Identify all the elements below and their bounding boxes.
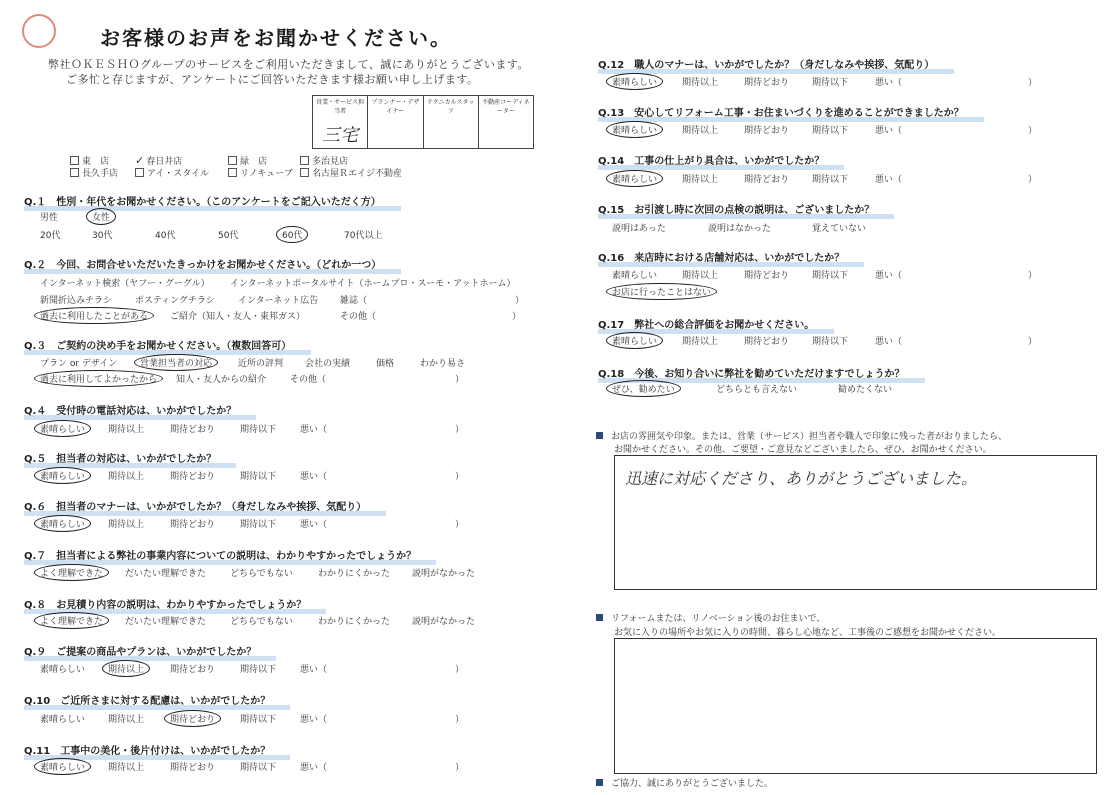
- q14-bad-close: ）: [1028, 175, 1038, 185]
- intro-line-1: 弊社ＯＫＥＳＨＯグループのサービスをご利用いただきまして、誠にありがとうございます。: [48, 58, 530, 71]
- q16-bad-close: ）: [1028, 271, 1038, 281]
- bullet-icon: [596, 779, 603, 786]
- q12-bad-close: ）: [1028, 78, 1038, 88]
- q10-bad-close: ）: [455, 715, 465, 725]
- q10-option-bad[interactable]: 悪い（: [300, 715, 328, 725]
- q10-label: Q.10 ご近所さまに対する配慮は、いかがでしたか？: [24, 692, 270, 707]
- q2-option-other[interactable]: その他（: [340, 312, 377, 322]
- closing-message: ご協力、誠にありがとうございました。: [596, 776, 773, 789]
- q18-label: Q.18 今後、お知り合いに弊社を勧めていただけますでしょうか？: [598, 365, 905, 380]
- q13-option-below[interactable]: 期待以下: [812, 126, 849, 136]
- q6-option-below[interactable]: 期待以下: [240, 520, 277, 530]
- q14-option-bad[interactable]: 悪い（: [875, 175, 903, 185]
- q7-option-neutral[interactable]: どちらでもない: [230, 569, 293, 579]
- q11-bad-close: ）: [455, 763, 465, 773]
- q12-option-as-expected[interactable]: 期待どおり: [744, 78, 790, 88]
- q14-option-below[interactable]: 期待以下: [812, 175, 849, 185]
- q1-gender-male[interactable]: 男性: [40, 213, 59, 223]
- q7-option-understood[interactable]: よく理解できた: [34, 564, 109, 581]
- q4-bad-close: ）: [455, 425, 465, 435]
- q1-age-30[interactable]: 30代: [92, 231, 113, 241]
- q11-label: Q.11 工事中の美化・後片付けは、いかがでしたか？: [24, 742, 270, 757]
- q17-option-above[interactable]: 期待以上: [682, 337, 719, 347]
- q8-option-mostly[interactable]: だいたい理解できた: [125, 617, 207, 627]
- q3-option-clarity[interactable]: わかり易さ: [420, 359, 466, 369]
- q11-option-as-expected[interactable]: 期待どおり: [170, 763, 216, 773]
- q1-label: Q.１ 性別・年代をお聞かせください。（このアンケートをご記入いただく方）: [24, 193, 381, 208]
- q13-label: Q.13 安心してリフォーム工事・お住まいづくりを進めることができましたか？: [598, 104, 964, 119]
- q16-option-as-expected[interactable]: 期待どおり: [744, 271, 790, 281]
- q11-option-excellent[interactable]: 素晴らしい: [34, 758, 91, 775]
- q2-option-magazine[interactable]: 雑誌（: [340, 296, 368, 306]
- q9-option-as-expected[interactable]: 期待どおり: [170, 665, 216, 675]
- q2-option-search[interactable]: インターネット検索（ヤフー・グーグル）: [40, 279, 210, 289]
- q9-bad-close: ）: [455, 665, 465, 675]
- q5-option-as-expected[interactable]: 期待どおり: [170, 472, 216, 482]
- q4-label: Q.４ 受付時の電話対応は、いかがでしたか？: [24, 402, 236, 417]
- q5-label: Q.５ 担当者の対応は、いかがでしたか？: [24, 450, 216, 465]
- staff-header-realestate: 不動産コーディネーター: [482, 99, 530, 115]
- comment1-answer: 迅速に対応くださり、ありがとうございました。: [625, 469, 978, 488]
- store-checkbox-higashi[interactable]: 東 店: [70, 154, 109, 167]
- q6-option-bad[interactable]: 悪い（: [300, 520, 328, 530]
- q16-option-bad[interactable]: 悪い（: [875, 271, 903, 281]
- q10-option-above[interactable]: 期待以上: [108, 715, 145, 725]
- q10-option-as-expected[interactable]: 期待どおり: [164, 710, 221, 727]
- q15-label: Q.15 お引渡し時に次回の点検の説明は、ございましたか？: [598, 201, 874, 216]
- q1-age-40[interactable]: 40代: [155, 231, 176, 241]
- q2-option-posting[interactable]: ポスティングチラシ: [135, 296, 215, 306]
- q16-option-above[interactable]: 期待以上: [682, 271, 719, 281]
- q17-option-below[interactable]: 期待以下: [812, 337, 849, 347]
- store-checkbox-kasugai[interactable]: ✓ 春日井店: [135, 154, 183, 167]
- q4-option-bad[interactable]: 悪い（: [300, 425, 328, 435]
- store-checkbox-rage[interactable]: 名古屋Ｒエイジ不動産: [300, 166, 402, 179]
- q2-label: Q.２ 今回、お問合せいただいたきっかけをお聞かせください。（どれか一つ）: [24, 256, 381, 271]
- q7-option-mostly[interactable]: だいたい理解できた: [125, 569, 207, 579]
- staff-header-planner: プランナー・デザイナー: [371, 99, 420, 115]
- q12-option-excellent[interactable]: 素晴らしい: [606, 73, 663, 90]
- store-checkbox-midori[interactable]: 緑 店: [228, 154, 267, 167]
- q11-option-bad[interactable]: 悪い（: [300, 763, 328, 773]
- store-checkbox-istyle[interactable]: アイ・スタイル: [135, 166, 209, 179]
- q3-option-other[interactable]: その他（: [290, 375, 327, 385]
- q18-option-not-recommend[interactable]: 勧めたくない: [838, 385, 893, 395]
- comment2-box[interactable]: [614, 638, 1097, 774]
- q18-option-recommend[interactable]: ぜひ、勧めたい: [606, 380, 681, 397]
- q12-option-above[interactable]: 期待以上: [682, 78, 719, 88]
- staff-header-sales: 営業・サービス担当者: [316, 99, 365, 115]
- q4-option-below[interactable]: 期待以下: [240, 425, 277, 435]
- q1-gender-female[interactable]: 女性: [86, 208, 116, 225]
- q6-option-excellent[interactable]: 素晴らしい: [34, 515, 91, 532]
- q13-bad-close: ）: [1028, 126, 1038, 136]
- q14-option-excellent[interactable]: 素晴らしい: [606, 170, 663, 187]
- q18-option-neutral[interactable]: どちらとも言えない: [716, 385, 798, 395]
- comment1-box[interactable]: [614, 455, 1097, 590]
- store-checkbox-renocube[interactable]: リノキューブ: [228, 166, 293, 179]
- q9-option-excellent[interactable]: 素晴らしい: [40, 665, 86, 675]
- q14-label: Q.14 工事の仕上がり具合は、いかがでしたか？: [598, 152, 824, 167]
- q10-option-excellent[interactable]: 素晴らしい: [40, 715, 86, 725]
- q5-option-below[interactable]: 期待以下: [240, 472, 277, 482]
- comment1-prompt-line-2: お聞かせください。その他、ご要望・ご意見などございましたら、ぜひ、お聞かせください。: [614, 445, 992, 455]
- q12-option-bad[interactable]: 悪い（: [875, 78, 903, 88]
- q15-option-explained[interactable]: 説明はあった: [612, 224, 666, 234]
- comment2-prompt-line-2: お気に入りの場所やお気に入りの時間、暮らし心地など、工事後のご感想をお聞かせください。: [614, 628, 1002, 638]
- q1-age-20[interactable]: 20代: [40, 231, 61, 241]
- q12-option-below[interactable]: 期待以下: [812, 78, 849, 88]
- q8-option-none[interactable]: 説明がなかった: [412, 617, 476, 627]
- q3-option-track-record[interactable]: 会社の実績: [305, 359, 351, 369]
- q13-option-excellent[interactable]: 素晴らしい: [606, 121, 663, 138]
- q3-other-close: ）: [455, 375, 465, 385]
- q5-option-bad[interactable]: 悪い（: [300, 472, 328, 482]
- q8-option-unclear[interactable]: わかりにくかった: [318, 617, 391, 627]
- q3-option-sales-response[interactable]: 営業担当者の対応: [134, 354, 218, 371]
- q2-option-portal[interactable]: インターネットポータルサイト（ホームプロ・スーモ・アットホーム）: [230, 279, 516, 289]
- q4-option-excellent[interactable]: 素晴らしい: [34, 420, 91, 437]
- store-checkbox-nagakute[interactable]: 長久手店: [70, 166, 118, 179]
- q10-option-below[interactable]: 期待以下: [240, 715, 277, 725]
- q16-option-never-visited[interactable]: お店に行ったことはない: [606, 283, 717, 300]
- q7-option-none[interactable]: 説明がなかった: [412, 569, 476, 579]
- q5-option-excellent[interactable]: 素晴らしい: [34, 467, 91, 484]
- staff-table: [312, 95, 534, 149]
- q12-label: Q.12 職人のマナーは、いかがでしたか？（身だしなみや挨拶、気配り）: [598, 56, 934, 71]
- q3-option-friend[interactable]: 知人・友人からの紹介: [176, 375, 267, 385]
- q16-option-excellent[interactable]: 素晴らしい: [612, 271, 658, 281]
- intro-line-2: ご多忙と存じますが、アンケートにご回答いただきます様お願い申し上げます。: [66, 73, 479, 86]
- q8-option-neutral[interactable]: どちらでもない: [230, 617, 293, 627]
- q4-option-above[interactable]: 期待以上: [108, 425, 145, 435]
- q1-age-50[interactable]: 50代: [218, 231, 239, 241]
- q11-option-below[interactable]: 期待以下: [240, 763, 277, 773]
- q11-option-above[interactable]: 期待以上: [108, 763, 145, 773]
- q17-option-as-expected[interactable]: 期待どおり: [744, 337, 790, 347]
- q9-option-bad[interactable]: 悪い（: [300, 665, 328, 675]
- q3-option-past-good[interactable]: 過去に利用してよかったから: [34, 370, 163, 387]
- q2-option-web-ad[interactable]: インターネット広告: [238, 296, 319, 306]
- q6-bad-close: ）: [455, 520, 465, 530]
- bullet-icon: [596, 614, 603, 621]
- q6-option-as-expected[interactable]: 期待どおり: [170, 520, 216, 530]
- q3-option-plan[interactable]: プラン or デザイン: [40, 359, 118, 369]
- q3-label: Q.３ ご契約の決め手をお聞かせください。（複数回答可）: [24, 337, 291, 352]
- q2-option-referral[interactable]: ご紹介（知人・友人・東邦ガス）: [170, 312, 306, 322]
- staff-name-sales: 三宅: [322, 125, 359, 146]
- q14-option-as-expected[interactable]: 期待どおり: [744, 175, 790, 185]
- q2-magazine-close: ）: [515, 296, 525, 306]
- q6-option-above[interactable]: 期待以上: [108, 520, 145, 530]
- q16-option-below[interactable]: 期待以下: [812, 271, 849, 281]
- comment1-prompt-line-1: お店の雰囲気や印象。または、営業（サービス）担当者や職人で印象に残った者がおりましたら、: [596, 429, 1007, 442]
- staff-header-technical: テクニカルスタッフ: [426, 99, 475, 115]
- q9-label: Q.９ ご提案の商品やプランは、いかがでしたか？: [24, 643, 256, 658]
- q3-option-reputation[interactable]: 近所の評判: [238, 359, 284, 369]
- q8-label: Q.８ お見積り内容の説明は、わかりやすかったでしょうか？: [24, 596, 306, 611]
- q2-other-close: ）: [512, 312, 522, 322]
- q17-bad-close: ）: [1028, 337, 1038, 347]
- comment2-prompt-line-1: リフォームまたは、リノベーション後のお住まいで、: [596, 611, 825, 624]
- q7-option-unclear[interactable]: わかりにくかった: [318, 569, 391, 579]
- q9-option-above[interactable]: 期待以上: [102, 660, 150, 677]
- bullet-icon: [596, 432, 603, 439]
- q17-option-bad[interactable]: 悪い（: [875, 337, 903, 347]
- q15-option-not-explained[interactable]: 説明はなかった: [708, 224, 772, 234]
- q17-label: Q.17 弊社への総合評価をお聞かせください。: [598, 316, 814, 331]
- q4-option-as-expected[interactable]: 期待どおり: [170, 425, 216, 435]
- store-checkbox-tajimi[interactable]: 多治見店: [300, 154, 348, 167]
- q6-label: Q.６ 担当者のマナーは、いかがでしたか？（身だしなみや挨拶、気配り）: [24, 498, 366, 513]
- q13-option-as-expected[interactable]: 期待どおり: [744, 126, 790, 136]
- q17-option-excellent[interactable]: 素晴らしい: [606, 332, 663, 349]
- q8-option-understood[interactable]: よく理解できた: [34, 612, 109, 629]
- q1-age-70plus[interactable]: 70代以上: [344, 231, 383, 241]
- q13-option-bad[interactable]: 悪い（: [875, 126, 903, 136]
- q2-option-flyer[interactable]: 新聞折込みチラシ: [40, 296, 113, 306]
- q13-option-above[interactable]: 期待以上: [682, 126, 719, 136]
- q5-option-above[interactable]: 期待以上: [108, 472, 145, 482]
- q5-bad-close: ）: [455, 472, 465, 482]
- q2-option-past-use[interactable]: 過去に利用したことがある: [34, 307, 154, 324]
- q14-option-above[interactable]: 期待以上: [682, 175, 719, 185]
- q1-age-60[interactable]: 60代: [276, 226, 308, 243]
- q7-label: Q.７ 担当者による弊社の事業内容についての説明は、わかりやすかったでしょうか？: [24, 547, 416, 562]
- company-seal: [22, 14, 56, 48]
- page-title: お客様のお声をお聞かせください。: [100, 26, 452, 50]
- q3-option-price[interactable]: 価格: [376, 359, 395, 369]
- q9-option-below[interactable]: 期待以下: [240, 665, 277, 675]
- q16-label: Q.16 来店時における店舗対応は、いかがでしたか？: [598, 249, 844, 264]
- q15-option-dont-remember[interactable]: 覚えていない: [812, 224, 867, 234]
